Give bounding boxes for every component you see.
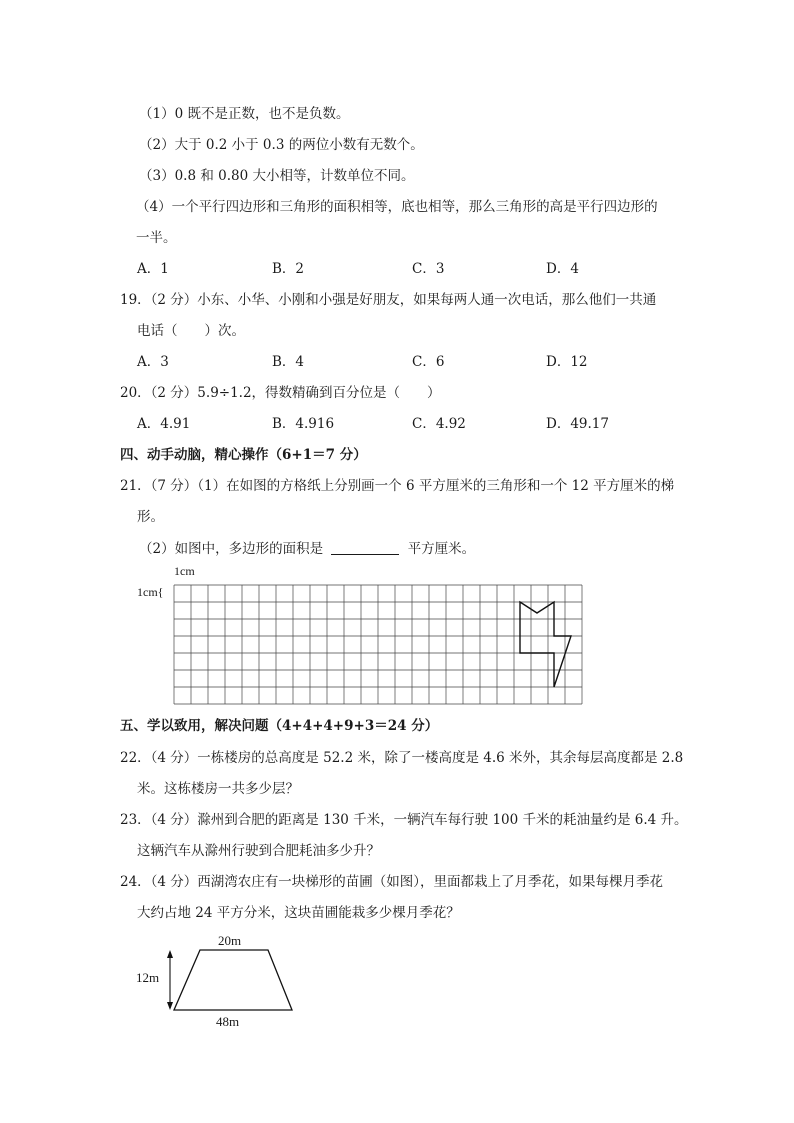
q21-part-2 [139, 540, 475, 558]
q22-stem: 22．（4 分）一栋楼房的总高度是 52.2 米，除了一楼高度是 4.6 米外，其余每层高度都是 2.8 [120, 750, 684, 766]
q21-part-2-prefix: （2）如图中，多边形的面积是 [139, 541, 324, 557]
q24-stem: 24．（4 分）西湖湾农庄有一块梯形的苗圃（如图），里面都栽上了月季花，如果每棵月季花 [120, 874, 664, 890]
q19-option-d: D．12 [546, 354, 588, 370]
q20-option-b: B．4.916 [272, 416, 335, 432]
grid-unit-top-label: 1cm [174, 564, 195, 578]
q19-stem-cont: 电话（ ）次。 [137, 323, 245, 339]
height-arrow-head-top [167, 950, 173, 958]
q18-option-d: D．4 [546, 261, 579, 277]
q20-option-d: D．49.17 [546, 416, 609, 432]
q22-stem-cont: 米。这栋楼房一共多少层？ [137, 781, 299, 797]
q19-option-b: B．4 [272, 354, 305, 370]
trapezoid-bottom-label: 48m [216, 1014, 240, 1029]
height-arrow-head-bottom [167, 1002, 173, 1010]
q21-stem-cont: 形。 [137, 509, 164, 525]
q18-option-a: A．1 [137, 261, 169, 277]
answer-blank[interactable] [331, 540, 399, 555]
q19-stem: 19．（2 分）小东、小华、小刚和小强是好朋友，如果每两人通一次电话，那么他们一共通 [120, 292, 657, 308]
q19-option-c: C．6 [412, 354, 445, 370]
q23-stem: 23．（4 分）滁州到合肥的距离是 130 千米，一辆汽车每行驶 100 千米的耗油量约是 6.4 升。 [120, 812, 688, 828]
q18-statement-4: （4）一个平行四边形和三角形的面积相等，底也相等，那么三角形的高是平行四边形的 [136, 199, 658, 215]
q18-option-c: C．3 [412, 261, 445, 277]
grid-unit-left-label: 1cm{ [137, 585, 164, 599]
q18-option-b: B．2 [272, 261, 305, 277]
q21-stem: 21．（7 分）（1）在如图的方格纸上分别画一个 6 平方厘米的三角形和一个 12 平方厘米的梯 [120, 478, 675, 494]
trapezoid-shape [174, 950, 292, 1010]
q21-part-2-suffix: 平方厘米。 [407, 541, 476, 557]
q20-option-a: A．4.91 [137, 416, 191, 432]
trapezoid-height-label: 12m [136, 970, 160, 985]
section-5-title: 五、学以致用，解决问题（4+4+4+9+3＝24 分） [120, 718, 439, 734]
q20-option-c: C．4.92 [412, 416, 466, 432]
q18-statement-3: （3）0.8 和 0.80 大小相等，计数单位不同。 [139, 168, 415, 184]
grid-figure [135, 563, 595, 708]
q23-stem-cont: 这辆汽车从滁州行驶到合肥耗油多少升？ [137, 843, 380, 859]
q18-statement-2: （2）大于 0.2 小于 0.3 的两位小数有无数个。 [139, 137, 424, 153]
q18-statement-4-cont: 一半。 [136, 230, 177, 246]
q24-stem-cont: 大约占地 24 平方分米，这块苗圃能栽多少棵月季花？ [137, 905, 460, 921]
trapezoid-figure [130, 930, 310, 1030]
trapezoid-top-label: 20m [218, 933, 242, 948]
polygon-shape [520, 602, 571, 687]
q20-stem: 20．（2 分）5.9÷1.2，得数精确到百分位是（ ） [120, 385, 441, 401]
section-4-title: 四、动手动脑，精心操作（6+1＝7 分） [120, 447, 367, 463]
q18-statement-1: （1）0 既不是正数，也不是负数。 [139, 106, 350, 122]
q19-option-a: A．3 [137, 354, 169, 370]
